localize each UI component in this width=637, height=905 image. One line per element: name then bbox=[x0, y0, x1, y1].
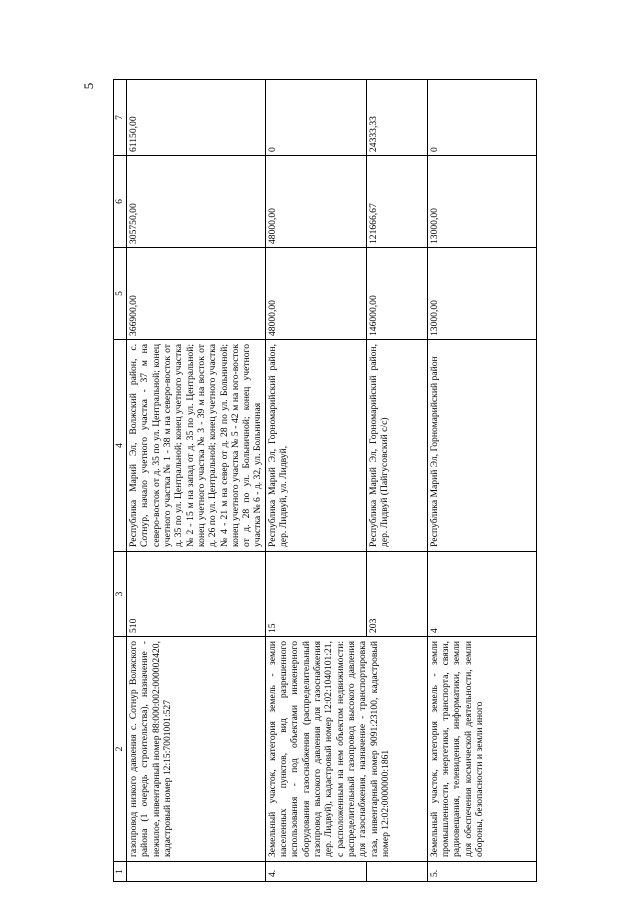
column-header-1: 1 bbox=[114, 862, 127, 882]
table-row bbox=[265, 80, 366, 882]
value-col7: 0 bbox=[427, 80, 536, 156]
column-header-4: 4 bbox=[114, 340, 127, 552]
column-header-6: 6 bbox=[114, 156, 127, 248]
value-col5: 366900,00 bbox=[127, 248, 266, 340]
value-col6: 305750,00 bbox=[127, 156, 266, 248]
row-number bbox=[127, 862, 266, 882]
object-location: Республика Марий Эл, Горномарийский район, дер. Лидвуй, ул. Лидвуй, bbox=[265, 340, 366, 552]
object-length: 4 bbox=[427, 552, 536, 637]
object-length: 510 bbox=[127, 552, 266, 637]
object-location: Республика Марий Эл, Горномарийский район bbox=[427, 340, 536, 552]
row-number: 4. bbox=[265, 862, 366, 882]
table-row bbox=[127, 80, 266, 882]
value-col7: 61150,00 bbox=[127, 80, 266, 156]
value-col6: 121666,67 bbox=[366, 156, 427, 248]
value-col6: 13000,00 bbox=[427, 156, 536, 248]
value-col7: 0 bbox=[265, 80, 366, 156]
row-number bbox=[366, 862, 427, 882]
object-name: газопровод низкого давления с. Сотнур Волжского района (1 очередь строительства), назначение - нежилое, инвентарный номер 88:000:002:000002420, кадастровый номер 12:15:7001001:527 bbox=[127, 637, 266, 862]
object-location: Республика Марий Эл, Горномарийский район, дер. Лидвуй (Пайгусовский с/с) bbox=[366, 340, 427, 552]
value-col5: 13000,00 bbox=[427, 248, 536, 340]
page-number: 5 bbox=[81, 82, 96, 90]
column-header-3: 3 bbox=[114, 552, 127, 637]
column-header-2: 2 bbox=[114, 637, 127, 862]
rotated-table-sheet bbox=[113, 80, 603, 882]
column-header-5: 5 bbox=[114, 248, 127, 340]
object-location: Республика Марий Эл, Волжский район, с. Сотнур, начало учетного участка - 37 м на северо-восток от д. 35 по ул. Центральной; конец учетного участка № 1 - 38 м на северо-восток от д. 35 по ул. Центральной; конец учетного участка № 2 - 15 м на запад от д. 35 по ул. Центральной; конец учетного участка № 3 - 39 м на восток от д. 26 по ул. Центральной; конец учетного участка № 4 - 21 м на север от д. 28 по ул. Больничной; конец учетного участка № 5 - 42 м на юго-восток от д. 28 по ул. Больничной; конец учетного участка № 6 - д. 32, ул. Больничная bbox=[127, 340, 266, 552]
value-col7: 24333,33 bbox=[366, 80, 427, 156]
property-table bbox=[113, 79, 537, 882]
value-col5: 48000,00 bbox=[265, 248, 366, 340]
object-name: Земельный участок, категория земель - земли населенных пунктов, вид разрешенного использования - под объектами инженерного оборудования газоснабжения (распределительный газопровод высокого давления для газоснабжения дер. Лидвуй), кадастровый номер 12:02:1040101:21, с расположенным на нем объектом недвижимости: распределительный газопровод высокого давления для газоснабжения, назначение - транспортировка газа, инвентарный номер 9091:23100, кадастровый номер 12:02:0000000:1861 bbox=[265, 637, 427, 862]
table-header-row bbox=[114, 80, 127, 882]
value-col6: 48000,00 bbox=[265, 156, 366, 248]
value-col5: 146000,00 bbox=[366, 248, 427, 340]
object-name: Земельный участок, категория земель - земли промышленности, энергетики, транспорта, связи, радиовещания, телевидения, информатики, земли для обеспечения космической деятельности, земли обороны, безопасности и земли иного bbox=[427, 637, 536, 862]
object-length: 15 bbox=[265, 552, 366, 637]
table-row bbox=[427, 80, 536, 882]
object-length: 203 bbox=[366, 552, 427, 637]
column-header-7: 7 bbox=[114, 80, 127, 156]
row-number: 5. bbox=[427, 862, 536, 882]
